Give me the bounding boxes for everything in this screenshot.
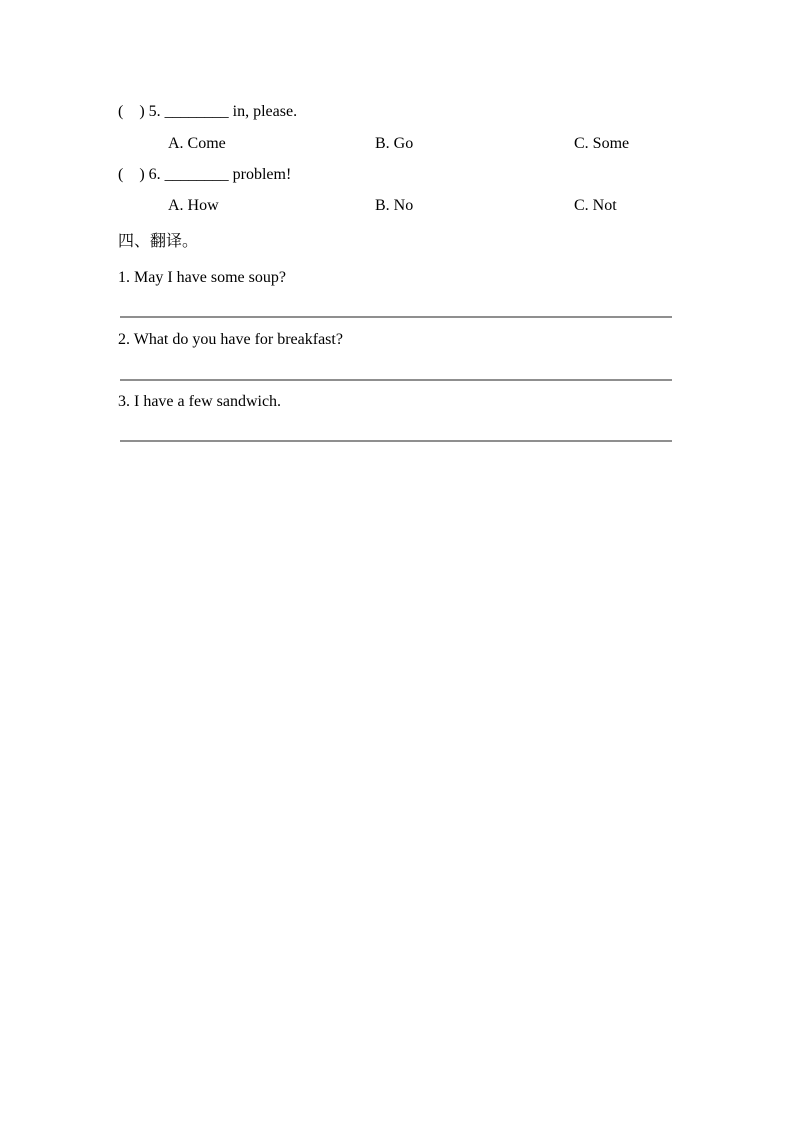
question-options-6 bbox=[0, 196, 793, 216]
answer-blank-line-2 bbox=[120, 379, 672, 381]
answer-blank-line-1 bbox=[120, 316, 672, 318]
translation-sentence-1: 1. May I have some soup? bbox=[118, 269, 286, 286]
option-5-c: C. Some bbox=[574, 135, 630, 152]
answer-blank-line-3 bbox=[120, 440, 672, 442]
question-options-5 bbox=[0, 134, 793, 154]
translation-sentence-2: 2. What do you have for breakfast? bbox=[118, 331, 343, 348]
option-6-a: A. How bbox=[168, 197, 219, 214]
option-6-b: B. No bbox=[375, 197, 414, 214]
translation-sentence-3: 3. I have a few sandwich. bbox=[118, 393, 282, 410]
option-5-a: A. Come bbox=[168, 135, 226, 152]
question-stem-5: ( ) 5. ________ in, please. bbox=[118, 103, 298, 120]
option-5-b: B. Go bbox=[375, 135, 414, 152]
question-stem-6: ( ) 6. ________ problem! bbox=[118, 166, 292, 183]
option-6-c: C. Not bbox=[574, 197, 617, 214]
translation-section-heading: 四、翻译。 bbox=[118, 233, 199, 250]
